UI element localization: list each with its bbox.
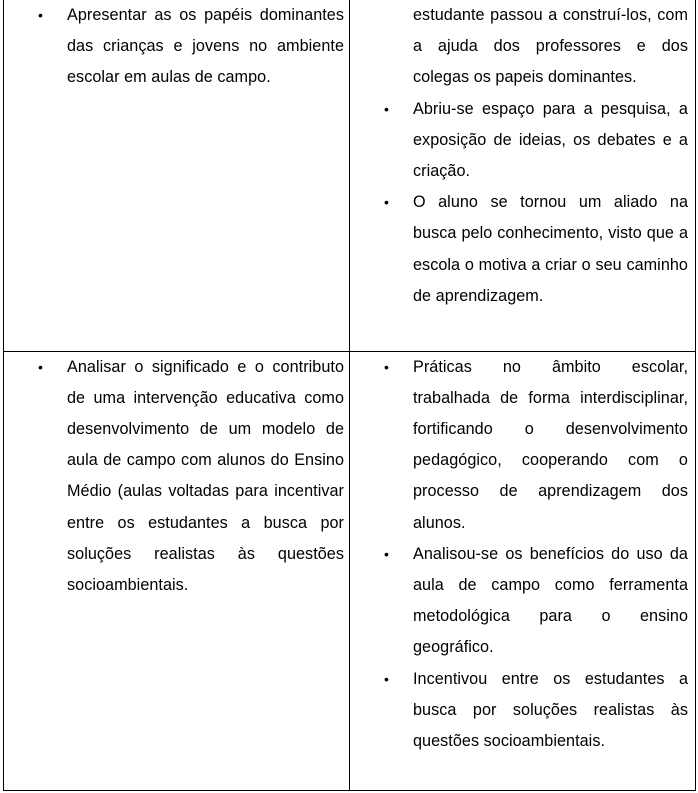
list-item-text: Apresentar as os papéis dominantes das crianças e jovens no ambiente escolar em aulas de campo.: [67, 6, 344, 87]
list-item: [4, 0, 349, 94]
list-item: [350, 94, 695, 188]
objective-cell: [4, 0, 350, 351]
list-item-text: Práticas no âmbito escolar, trabalhada de forma interdisciplinar, fortificando o desenvolvimento pedagógico, cooperando com o processo de aprendizagem dos alunos.: [413, 357, 688, 532]
bullet-list: [4, 352, 349, 602]
result-cell: [350, 0, 696, 351]
bullet-icon: •: [38, 7, 43, 23]
results-table: [3, 0, 696, 791]
list-item-text: Analisou-se os benefícios do uso da aula de campo como ferramenta metodológica para o ensino geográfico.: [413, 544, 688, 657]
list-item: [350, 539, 695, 664]
list-item-text: estudante passou a construí-los, com a ajuda dos professores e dos colegas os papeis dominantes.: [413, 6, 688, 87]
result-cell: [350, 351, 696, 790]
list-item: [350, 187, 695, 312]
bullet-icon: •: [38, 358, 43, 375]
bullet-icon: •: [384, 545, 389, 562]
list-item: [350, 352, 695, 539]
bullet-icon: •: [384, 358, 389, 375]
table-row: [4, 0, 696, 351]
bullet-list: [350, 0, 695, 312]
table-row: [4, 351, 696, 790]
list-item-continued: [350, 0, 695, 94]
bullet-icon: •: [384, 670, 389, 687]
list-item: [4, 352, 349, 602]
objective-cell: [4, 351, 350, 790]
bullet-icon: •: [384, 100, 389, 117]
list-item-text: Incentivou entre os estudantes a busca por soluções realistas às questões socioambientais.: [413, 669, 688, 750]
bullet-icon: •: [384, 194, 389, 211]
bullet-list: [4, 0, 349, 94]
list-item-text: Analisar o significado e o contributo de uma intervenção educativa como desenvolvimento de um modelo de aula de campo com alunos do Ensino Médio (aulas voltadas para incentivar entre os estudantes a busca por soluções realistas às questões socioambientais.: [67, 357, 344, 594]
list-item: [350, 664, 695, 758]
bullet-list: [350, 352, 695, 758]
list-item-text: Abriu-se espaço para a pesquisa, a exposição de ideias, os debates e a criação.: [413, 99, 688, 181]
list-item-text: O aluno se tornou um aliado na busca pelo conhecimento, visto que a escola o motiva a criar o seu caminho de aprendizagem.: [413, 193, 688, 305]
